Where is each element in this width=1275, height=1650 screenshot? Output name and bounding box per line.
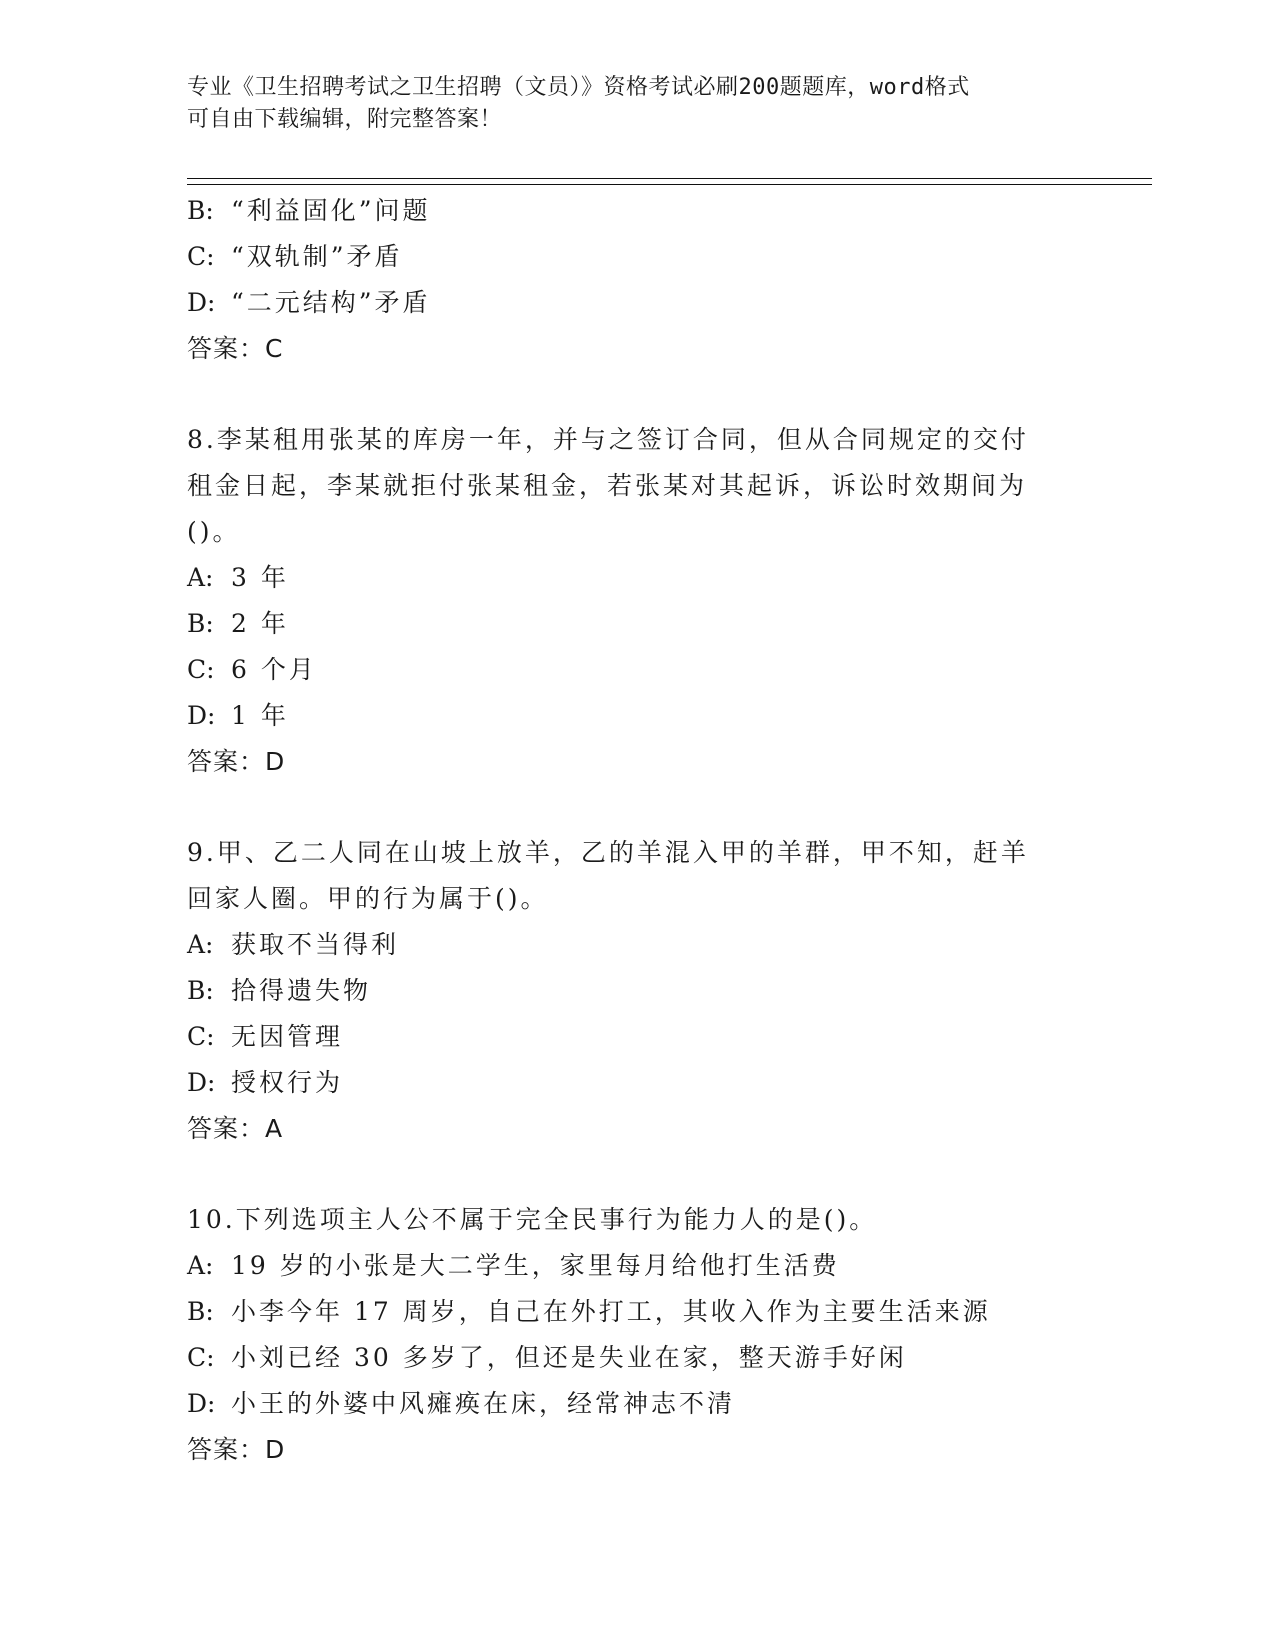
question-9 xyxy=(187,830,1087,1152)
answer-line: 答案：C xyxy=(187,334,284,363)
question-stem-line: 8.李某租用张某的库房一年，并与之签订合同，但从合同规定的交付 xyxy=(187,425,1029,454)
header-line-1: 专业《卫生招聘考试之卫生招聘（文员）》资格考试必刷200题题库，word格式 xyxy=(187,75,970,100)
option-b: B: 小李今年 17 周岁，自己在外打工，其收入作为主要生活来源 xyxy=(187,1297,991,1326)
page-header xyxy=(187,72,1067,136)
question-8 xyxy=(187,417,1087,785)
option-c: C: 6 个月 xyxy=(187,655,317,684)
header-rule-bottom xyxy=(187,184,1152,185)
option-b: B: 2 年 xyxy=(187,609,289,638)
option-c: C: 无因管理 xyxy=(187,1022,344,1051)
option-b: B: 拾得遗失物 xyxy=(187,976,372,1005)
option-d: D: 授权行为 xyxy=(187,1068,344,1097)
answer-line: 答案：A xyxy=(187,1114,284,1143)
option-d: D: 1 年 xyxy=(187,701,289,730)
question-stem-line: 租金日起，李某就拒付张某租金，若张某对其起诉，诉讼时效期间为 xyxy=(187,471,1028,500)
question-stem-line: 9.甲、乙二人同在山坡上放羊，乙的羊混入甲的羊群，甲不知，赶羊 xyxy=(187,838,1029,867)
question-stem-line: ()。 xyxy=(187,517,241,546)
question-stem-line: 回家人圈。甲的行为属于()。 xyxy=(187,884,549,913)
option-c: C: 小刘已经 30 多岁了，但还是失业在家，整天游手好闲 xyxy=(187,1343,907,1372)
question-10 xyxy=(187,1197,1087,1473)
option-c: C: “双轨制”矛盾 xyxy=(187,242,403,271)
answer-line: 答案：D xyxy=(187,1435,286,1464)
header-line-2: 可自由下载编辑，附完整答案！ xyxy=(187,107,503,132)
option-a: A: 获取不当得利 xyxy=(187,930,400,959)
question-7-continued xyxy=(187,188,1087,372)
question-stem-line: 10.下列选项主人公不属于完全民事行为能力人的是()。 xyxy=(187,1205,878,1234)
header-rule-top xyxy=(187,178,1152,179)
option-a: A: 3 年 xyxy=(187,563,289,592)
answer-line: 答案：D xyxy=(187,747,286,776)
option-d: D: 小王的外婆中风瘫痪在床，经常神志不清 xyxy=(187,1389,736,1418)
question-list xyxy=(187,188,1087,1473)
option-b: B: “利益固化”问题 xyxy=(187,196,431,225)
option-a: A: 19 岁的小张是大二学生，家里每月给他打生活费 xyxy=(187,1251,840,1280)
option-d: D: “二元结构”矛盾 xyxy=(187,288,431,317)
